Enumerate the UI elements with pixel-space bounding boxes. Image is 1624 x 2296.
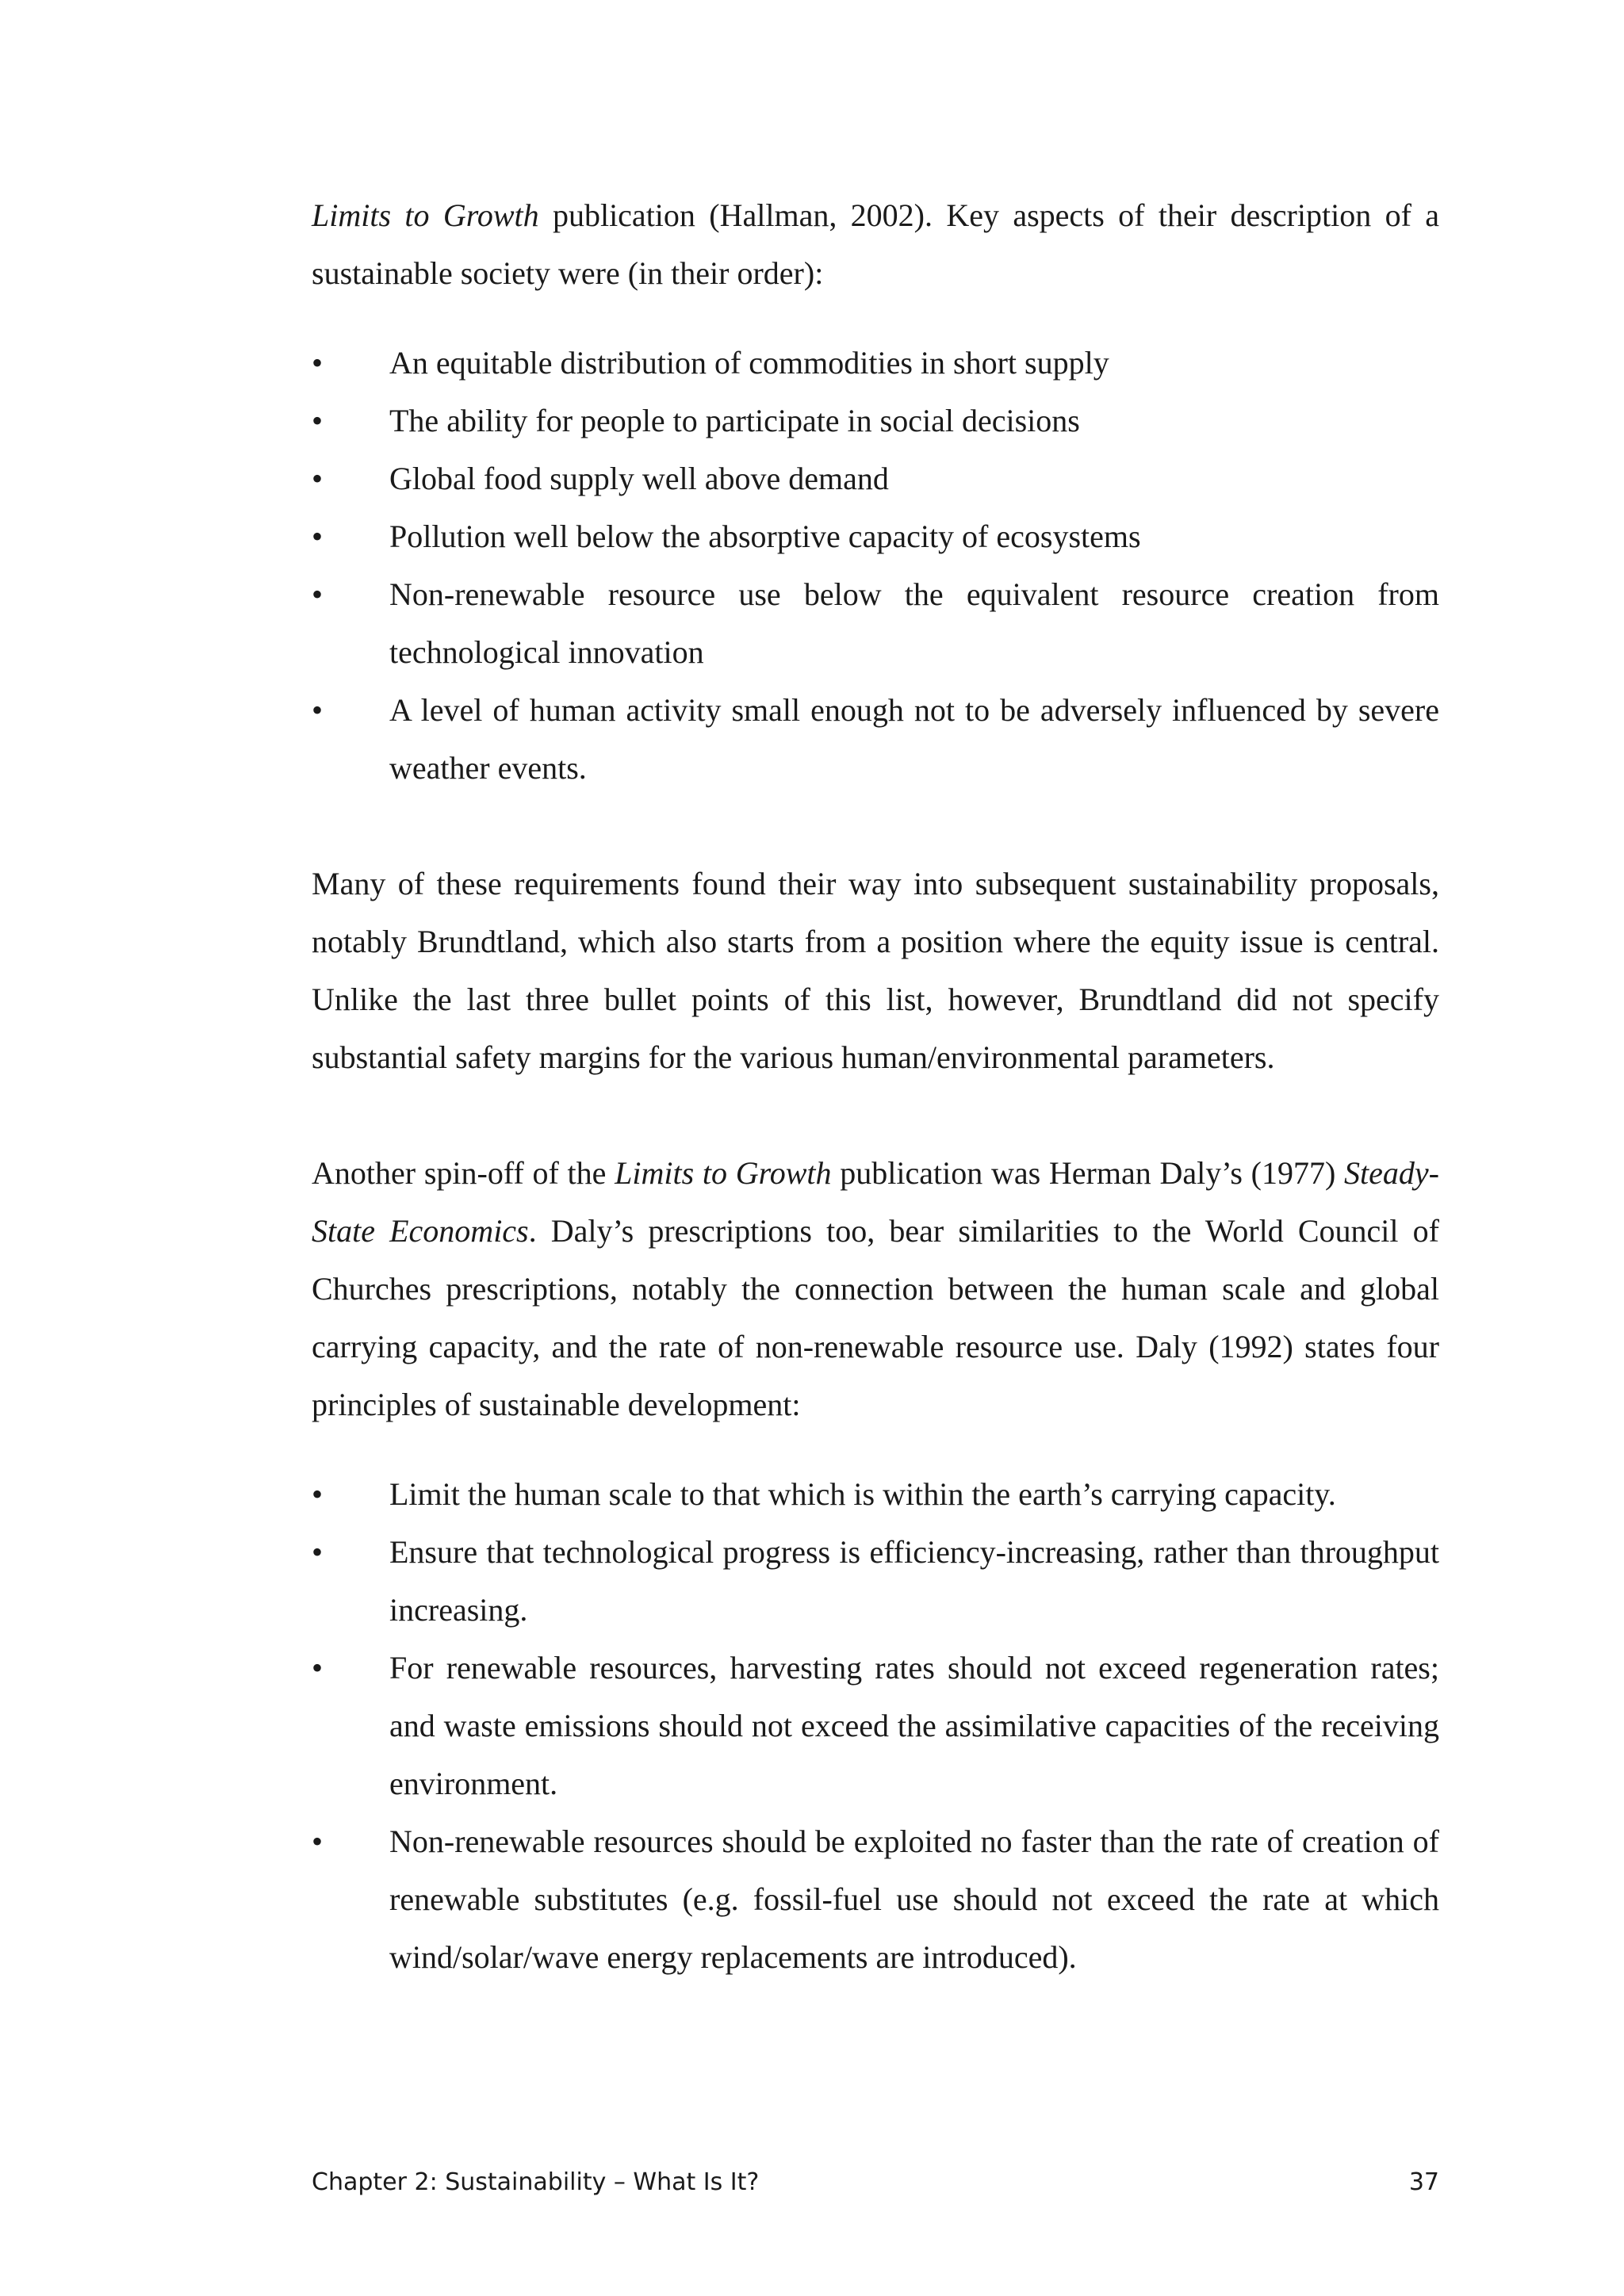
list-item: [312, 1639, 1439, 1812]
list-item-text: An equitable distribution of commodities in short supply: [389, 345, 1109, 381]
bullet-icon: •: [312, 1650, 324, 1686]
list-item-text: A level of human activity small enough not to be adversely influenced by severe weather events.: [389, 692, 1439, 786]
list-item: [312, 450, 1439, 507]
bullet-icon: •: [312, 1476, 324, 1512]
daly-principles-list: [312, 1465, 1439, 1986]
list-item: [312, 1812, 1439, 1986]
paragraph-text: publication (Hallman, 2002). Key aspects of their description of a sustainable society were (in their order):: [312, 197, 1439, 291]
list-item: [312, 1523, 1439, 1639]
list-item: [312, 565, 1439, 681]
paragraph-text: publication was Herman Daly’s (1977): [831, 1155, 1345, 1191]
list-item: [312, 1465, 1439, 1523]
bullet-icon: •: [312, 576, 324, 612]
sustainable-society-list: [312, 334, 1439, 797]
bullet-icon: •: [312, 1823, 324, 1859]
paragraph-limits-to-growth: [312, 186, 1439, 302]
list-item: [312, 392, 1439, 450]
paragraph-text: Another spin-off of the: [312, 1155, 615, 1191]
paragraph-daly: [312, 1144, 1439, 1433]
footer-page-number: 37: [1408, 2168, 1439, 2196]
list-item-text: Non-renewable resource use below the equivalent resource creation from technological innovation: [389, 576, 1439, 670]
bullet-icon: •: [312, 461, 324, 496]
italic-title: Limits to Growth: [615, 1155, 832, 1191]
list-item-text: For renewable resources, harvesting rates should not exceed regeneration rates; and waste emissions should not exceed the assimilative capacities of the receiving environment.: [389, 1650, 1439, 1801]
list-item: [312, 681, 1439, 797]
list-item: [312, 507, 1439, 565]
bullet-icon: •: [312, 1534, 324, 1570]
italic-title: Steady-State Economics: [312, 1155, 1439, 1249]
list-item-text: Non-renewable resources should be exploited no faster than the rate of creation of renewable substitutes (e.g. fossil-fuel use should not exceed the rate at which wind/solar/wave energy replacements are introduced).: [389, 1823, 1439, 1975]
bullet-icon: •: [312, 345, 324, 381]
italic-title: Limits to Growth: [312, 197, 539, 233]
paragraph-text: . Daly’s prescriptions too, bear similarities to the World Council of Churches prescriptions, notably the connection between the human scale and global carrying capacity, and the rate of non-renewable resource use. Daly (1992) states four principles of sustainable development:: [312, 1213, 1439, 1422]
paragraph-brundtland: Many of these requirements found their way into subsequent sustainability proposals, notably Brundtland, which also starts from a position where the equity issue is central. Unlike the last three bullet points of this list, however, Brundtland did not specify substantial safety margins for the various human/environmental parameters.: [312, 866, 1439, 1075]
bullet-icon: •: [312, 403, 324, 438]
page-body: [312, 186, 1439, 1986]
list-item-text: Limit the human scale to that which is within the earth’s carrying capacity.: [389, 1476, 1336, 1512]
bullet-icon: •: [312, 519, 324, 554]
list-item-text: Pollution well below the absorptive capacity of ecosystems: [389, 519, 1141, 554]
list-item-text: Global food supply well above demand: [389, 461, 889, 496]
list-item: [312, 334, 1439, 392]
list-item-text: The ability for people to participate in social decisions: [389, 403, 1080, 438]
footer-chapter-title: Chapter 2: Sustainability – What Is It?: [312, 2168, 760, 2196]
list-item-text: Ensure that technological progress is efficiency-increasing, rather than throughput increasing.: [389, 1534, 1439, 1628]
bullet-icon: •: [312, 692, 324, 728]
